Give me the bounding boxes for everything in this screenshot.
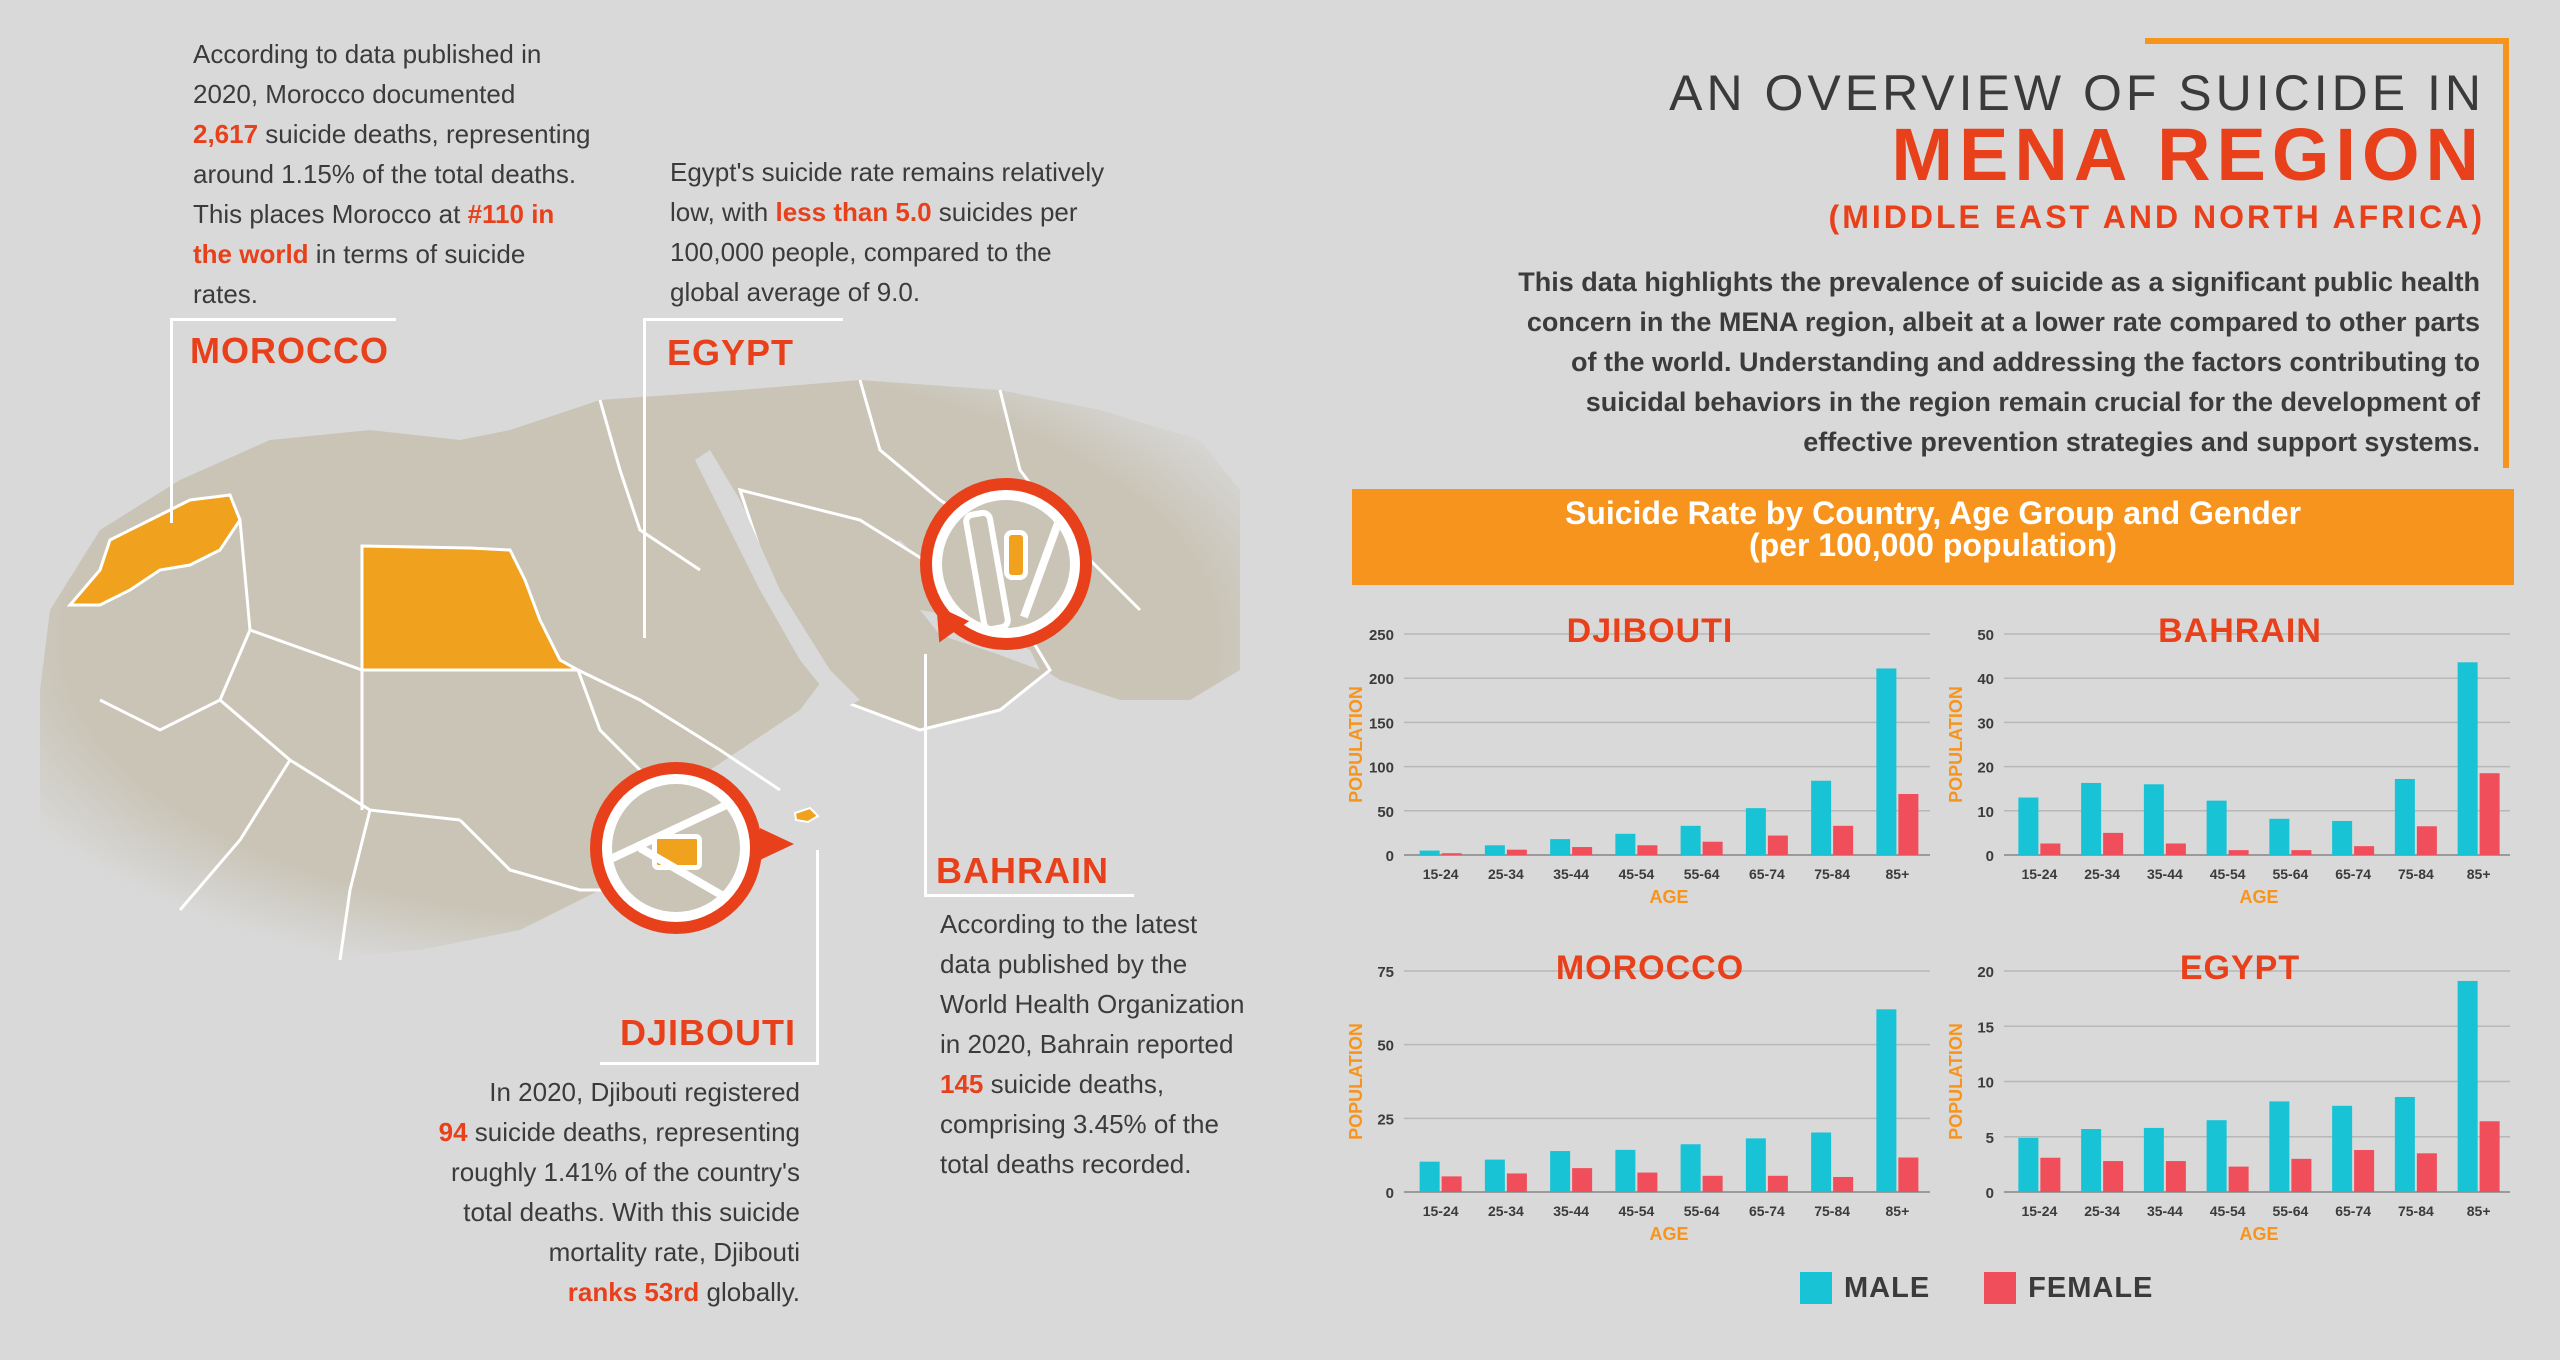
bar-female [1507, 1173, 1527, 1192]
morocco-story: According to data published in 2020, Morocco documented 2,617 suicide deaths, representing around 1.15% of the total deaths. This places Morocco at #110 in the world in terms of suicide rates. [193, 39, 591, 309]
page-title-line1: AN OVERVIEW OF SUICIDE IN [1669, 65, 2485, 121]
page-title: MENA REGION [1891, 113, 2485, 196]
bar-female [2417, 826, 2437, 855]
x-tick-label: 85+ [1885, 866, 1910, 882]
bar-male [2081, 783, 2101, 855]
chart-title: BAHRAIN [2158, 612, 2322, 650]
chart-djibouti [1340, 600, 1940, 945]
label-bahrain: BAHRAIN [936, 850, 1109, 891]
bahrain-story: According to the latest data published by the World Health Organization in 2020, Bahrain reported 145 suicide deaths, comprising 3.45% of the total deaths recorded. [940, 909, 1245, 1179]
bar-female [1637, 845, 1657, 855]
bar-female [1442, 1176, 1462, 1192]
y-axis-label: POPULATION [1946, 1023, 1966, 1140]
bar-female [2166, 844, 2186, 855]
y-tick-label: 0 [1985, 848, 1994, 865]
bar-male [2332, 821, 2352, 855]
bar-male [1811, 781, 1831, 855]
bar-female [2229, 1167, 2249, 1192]
bar-female [2291, 850, 2311, 855]
bar-female [2354, 846, 2374, 855]
x-tick-label: 15-24 [1422, 1203, 1459, 1219]
bar-female [1768, 1176, 1788, 1192]
djibouti-story: In 2020, Djibouti registered 94 suicide deaths, representing roughly 1.41% of the country's total deaths. With this suicide mortality rate, Djibouti ranks 53rd globally. [438, 1077, 800, 1307]
bar-female [2480, 773, 2500, 855]
y-tick-label: 75 [1377, 964, 1394, 981]
bar-female [2229, 850, 2249, 855]
bar-male [2395, 1097, 2415, 1192]
bar-female [2103, 1161, 2123, 1192]
x-tick-label: 15-24 [2021, 1203, 2058, 1219]
x-tick-label: 25-34 [2084, 1203, 2121, 1219]
chart-morocco [1340, 937, 1940, 1282]
djibouti-callout [590, 762, 762, 934]
x-tick-label: 35-44 [1553, 866, 1590, 882]
djibouti-shape [795, 808, 818, 822]
bar-female [2417, 1153, 2437, 1192]
chart-egypt [1940, 937, 2520, 1282]
legend [1800, 1268, 2153, 1308]
y-tick-label: 50 [1377, 803, 1394, 821]
bar-male [1615, 1150, 1635, 1192]
y-tick-label: 40 [1977, 671, 1994, 689]
x-tick-label: 45-54 [1618, 1203, 1655, 1219]
x-axis-label: AGE [2239, 887, 2279, 907]
x-tick-label: 25-34 [1487, 866, 1524, 882]
label-egypt: EGYPT [667, 332, 795, 373]
bar-male [1746, 808, 1766, 855]
bar-male [2207, 801, 2227, 855]
x-axis-label: AGE [1649, 887, 1689, 907]
x-tick-label: 55-64 [2272, 866, 2309, 882]
page-subtitle: (MIDDLE EAST AND NORTH AFRICA) [1828, 199, 2485, 235]
x-tick-label: 75-84 [1814, 866, 1851, 882]
egypt-story: Egypt's suicide rate remains relatively low, with less than 5.0 suicides per 100,000 people, compared to the global average of 9.0. [670, 157, 1105, 307]
x-tick-label: 45-54 [2209, 866, 2246, 882]
legend-male-swatch [1800, 1272, 1832, 1304]
header-accent-line-vertical [2503, 38, 2509, 468]
bar-female [2354, 1150, 2374, 1192]
y-tick-label: 10 [1977, 1074, 1994, 1092]
bar-male [2269, 819, 2289, 855]
bar-male [2018, 1138, 2038, 1192]
bar-female [1703, 1176, 1723, 1192]
bar-male [2395, 779, 2415, 855]
y-tick-label: 10 [1977, 803, 1994, 821]
bar-male [2332, 1106, 2352, 1192]
x-tick-label: 65-74 [2335, 1203, 2372, 1219]
y-tick-label: 25 [1377, 1111, 1394, 1129]
header-accent-line [2145, 38, 2509, 44]
label-morocco: MOROCCO [190, 330, 389, 371]
bar-female [1898, 794, 1918, 855]
chart-title: DJIBOUTI [1566, 612, 1734, 650]
legend-female-swatch [1984, 1272, 2016, 1304]
x-axis-label: AGE [1649, 1224, 1689, 1244]
bar-female [2166, 1161, 2186, 1192]
bar-male [1876, 1009, 1896, 1192]
y-tick-label: 200 [1368, 671, 1394, 689]
bar-female [2040, 1158, 2060, 1192]
y-tick-label: 30 [1977, 715, 1994, 733]
bar-male [1746, 1138, 1766, 1192]
x-axis-label: AGE [2239, 1224, 2279, 1244]
y-tick-label: 0 [1985, 1185, 1994, 1202]
bar-male [1485, 845, 1505, 855]
bar-female [2040, 844, 2060, 855]
bar-female [1637, 1173, 1657, 1192]
bar-female [1833, 1177, 1853, 1192]
bar-male [2144, 784, 2164, 855]
x-tick-label: 15-24 [1422, 866, 1459, 882]
bar-female [2480, 1121, 2500, 1192]
charts-banner: Suicide Rate by Country, Age Group and Gender (per 100,000 population) [1352, 489, 2514, 585]
y-tick-label: 50 [1377, 1037, 1394, 1055]
legend-male-label: MALE [1844, 1271, 1931, 1304]
bar-male [1485, 1160, 1505, 1192]
bar-male [2144, 1128, 2164, 1192]
x-tick-label: 45-54 [1618, 866, 1655, 882]
x-tick-label: 85+ [2466, 866, 2491, 882]
x-tick-label: 55-64 [1683, 866, 1720, 882]
x-tick-label: 25-34 [2084, 866, 2121, 882]
x-tick-label: 85+ [2466, 1203, 2491, 1219]
x-tick-label: 65-74 [2335, 866, 2372, 882]
bar-female [1507, 850, 1527, 855]
x-tick-label: 15-24 [2021, 866, 2058, 882]
bar-male [2207, 1120, 2227, 1192]
y-tick-label: 15 [1977, 1019, 1994, 1037]
bar-female [1572, 847, 1592, 855]
x-tick-label: 35-44 [1553, 1203, 1590, 1219]
chart-bahrain [1940, 600, 2520, 945]
chart-title: MOROCCO [1555, 949, 1745, 987]
bar-female [1768, 836, 1788, 855]
bar-male [2081, 1129, 2101, 1192]
bar-male [1615, 834, 1635, 855]
bar-male [2269, 1101, 2289, 1192]
y-tick-label: 250 [1368, 627, 1394, 644]
bar-male [1876, 668, 1896, 855]
y-tick-label: 0 [1385, 1185, 1394, 1202]
x-tick-label: 55-64 [1683, 1203, 1720, 1219]
y-tick-label: 0 [1385, 848, 1394, 865]
bar-male [1681, 826, 1701, 855]
bar-male [2018, 798, 2038, 855]
bar-male [1420, 1162, 1440, 1192]
y-axis-label: POPULATION [1946, 686, 1966, 803]
chart-title: EGYPT [2179, 949, 2301, 987]
x-tick-label: 75-84 [2397, 1203, 2434, 1219]
bar-female [1833, 826, 1853, 855]
y-tick-label: 20 [1977, 759, 1994, 777]
y-tick-label: 150 [1368, 715, 1394, 733]
bar-female [2291, 1159, 2311, 1192]
description: This data highlights the prevalence of suicide as a significant public health concern in the MENA region, albeit at a lower rate compared to other parts of the world. Understanding and addressing the factors contributing to suicidal behaviors in the region remain crucial for the development of effective prevention strategies and support systems. [1518, 267, 2480, 457]
y-axis-label: POPULATION [1346, 1023, 1366, 1140]
bar-male [1420, 851, 1440, 855]
y-tick-label: 100 [1368, 759, 1394, 777]
x-tick-label: 55-64 [2272, 1203, 2309, 1219]
bar-male [2458, 662, 2478, 855]
bar-male [2458, 981, 2478, 1192]
bar-male [1550, 839, 1570, 855]
bar-male [1550, 1151, 1570, 1192]
y-axis-label: POPULATION [1346, 686, 1366, 803]
bar-female [2103, 833, 2123, 855]
y-tick-label: 50 [1977, 627, 1994, 644]
x-tick-label: 65-74 [1748, 1203, 1785, 1219]
bar-female [1898, 1158, 1918, 1192]
bar-female [1572, 1168, 1592, 1192]
y-tick-label: 20 [1977, 964, 1994, 981]
bar-female [1442, 853, 1462, 855]
bar-male [1811, 1132, 1831, 1192]
x-tick-label: 75-84 [1814, 1203, 1851, 1219]
x-tick-label: 35-44 [2146, 1203, 2183, 1219]
bar-female [1703, 842, 1723, 855]
legend-female-label: FEMALE [2028, 1271, 2154, 1304]
x-tick-label: 45-54 [2209, 1203, 2246, 1219]
y-tick-label: 5 [1985, 1129, 1994, 1147]
x-tick-label: 25-34 [1487, 1203, 1524, 1219]
label-djibouti: DJIBOUTI [620, 1012, 797, 1053]
x-tick-label: 85+ [1885, 1203, 1910, 1219]
x-tick-label: 65-74 [1748, 866, 1785, 882]
x-tick-label: 35-44 [2146, 866, 2183, 882]
x-tick-label: 75-84 [2397, 866, 2434, 882]
bar-male [1681, 1144, 1701, 1192]
